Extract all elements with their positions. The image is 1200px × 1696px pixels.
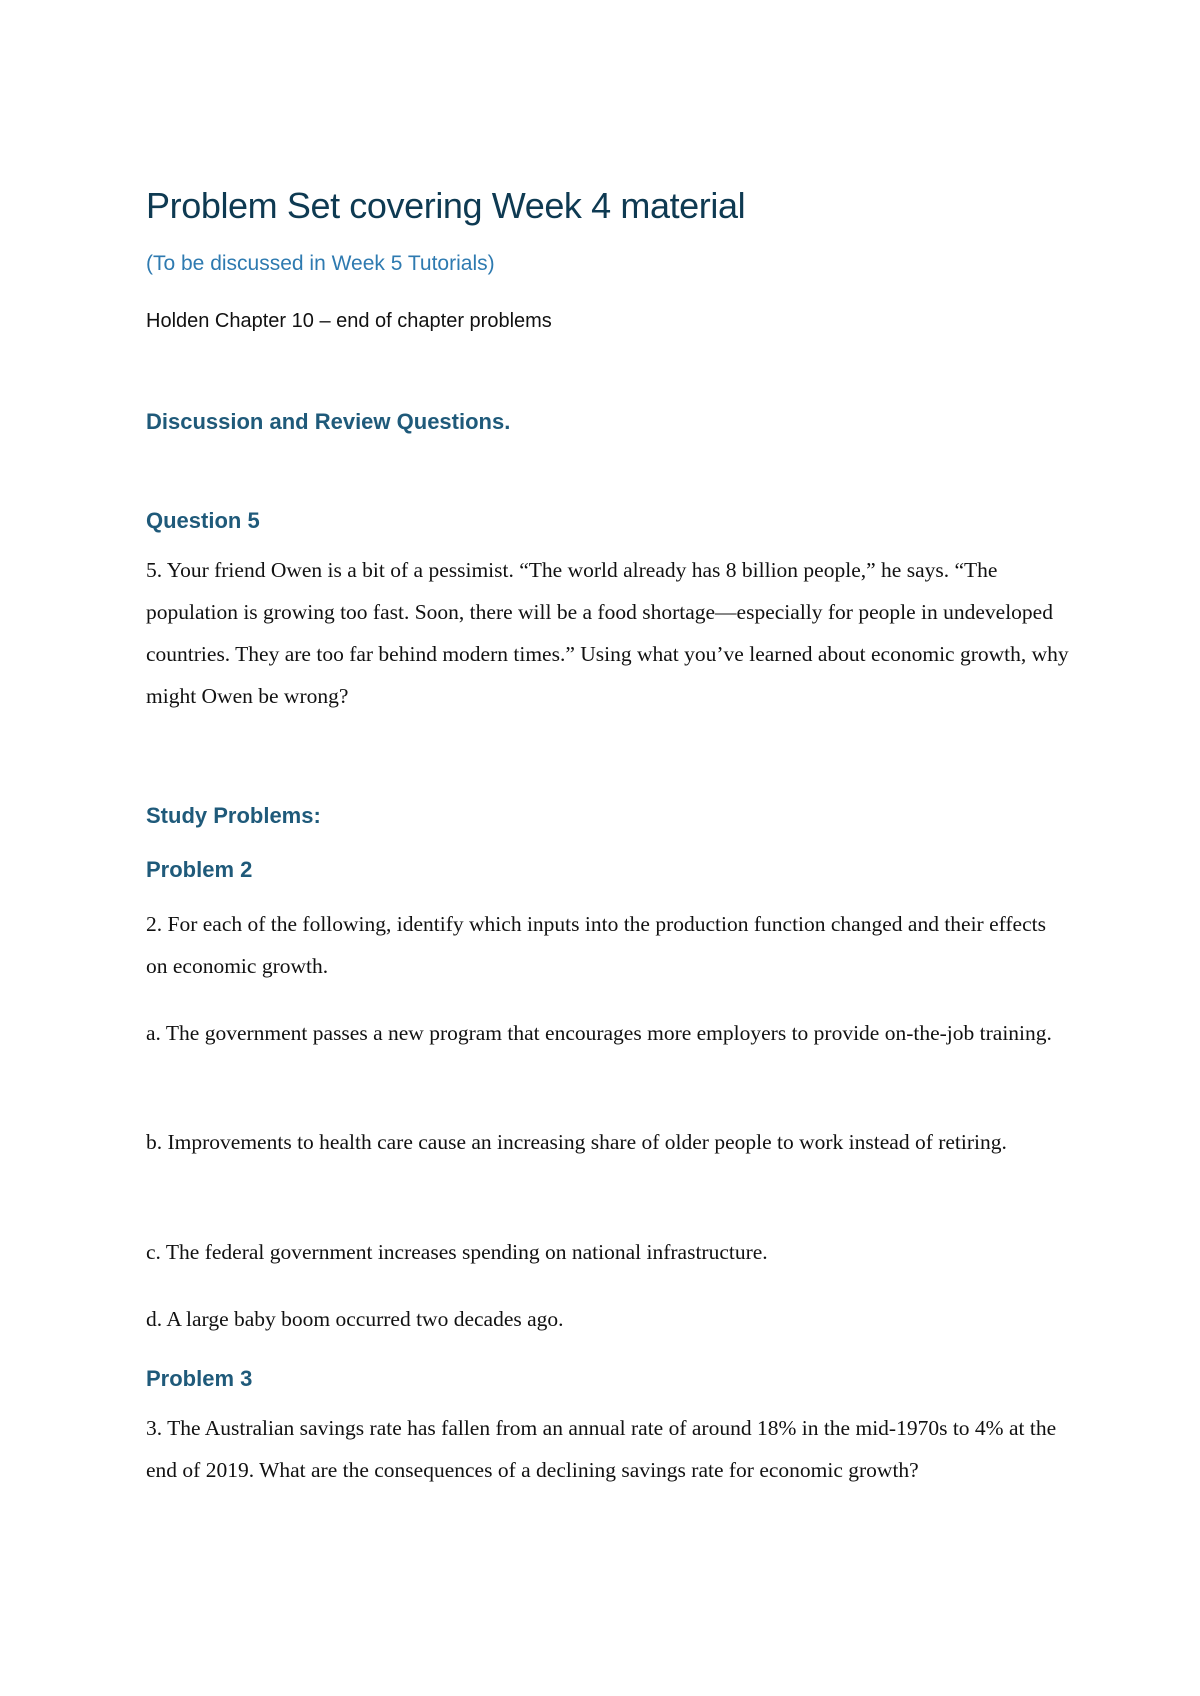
problem-3-heading: Problem 3 bbox=[146, 1366, 253, 1391]
chapter-line: Holden Chapter 10 – end of chapter problems bbox=[146, 310, 552, 332]
problem-2-item-d: d. A large baby boom occurred two decades ago. bbox=[146, 1307, 564, 1331]
problem-2-item-c: c. The federal government increases spending on national infrastructure. bbox=[146, 1240, 768, 1264]
page-title: Problem Set covering Week 4 material bbox=[146, 185, 746, 226]
problem-2-text: 2. For each of the following, identify which inputs into the production function changed and their effects on economic growth. bbox=[146, 912, 1046, 978]
problem-2-item-b: b. Improvements to health care cause an increasing share of older people to work instead of retiring. bbox=[146, 1130, 1007, 1154]
problem-2-heading: Problem 2 bbox=[146, 857, 253, 882]
question-5-heading: Question 5 bbox=[146, 508, 260, 533]
question-5-text: 5. Your friend Owen is a bit of a pessimist. “The world already has 8 billion people,” he says. “The population is growing too fast. Soon, there will be a food shortage—especially for people in undeveloped countries. They are too far behind modern times.” Using what you’ve learned about economic growth, why might Owen be wrong? bbox=[146, 558, 1069, 708]
page-subtitle: (To be discussed in Week 5 Tutorials) bbox=[146, 252, 495, 275]
problem-3-text: 3. The Australian savings rate has fallen from an annual rate of around 18% in the mid-1970s to 4% at the end of 2019. What are the consequences of a declining savings rate for economic growth? bbox=[146, 1416, 1057, 1482]
study-problems-heading: Study Problems: bbox=[146, 803, 321, 828]
problem-2-item-a: a. The government passes a new program that encourages more employers to provide on-the-job training. bbox=[146, 1021, 1052, 1045]
discussion-heading: Discussion and Review Questions. bbox=[146, 409, 511, 434]
